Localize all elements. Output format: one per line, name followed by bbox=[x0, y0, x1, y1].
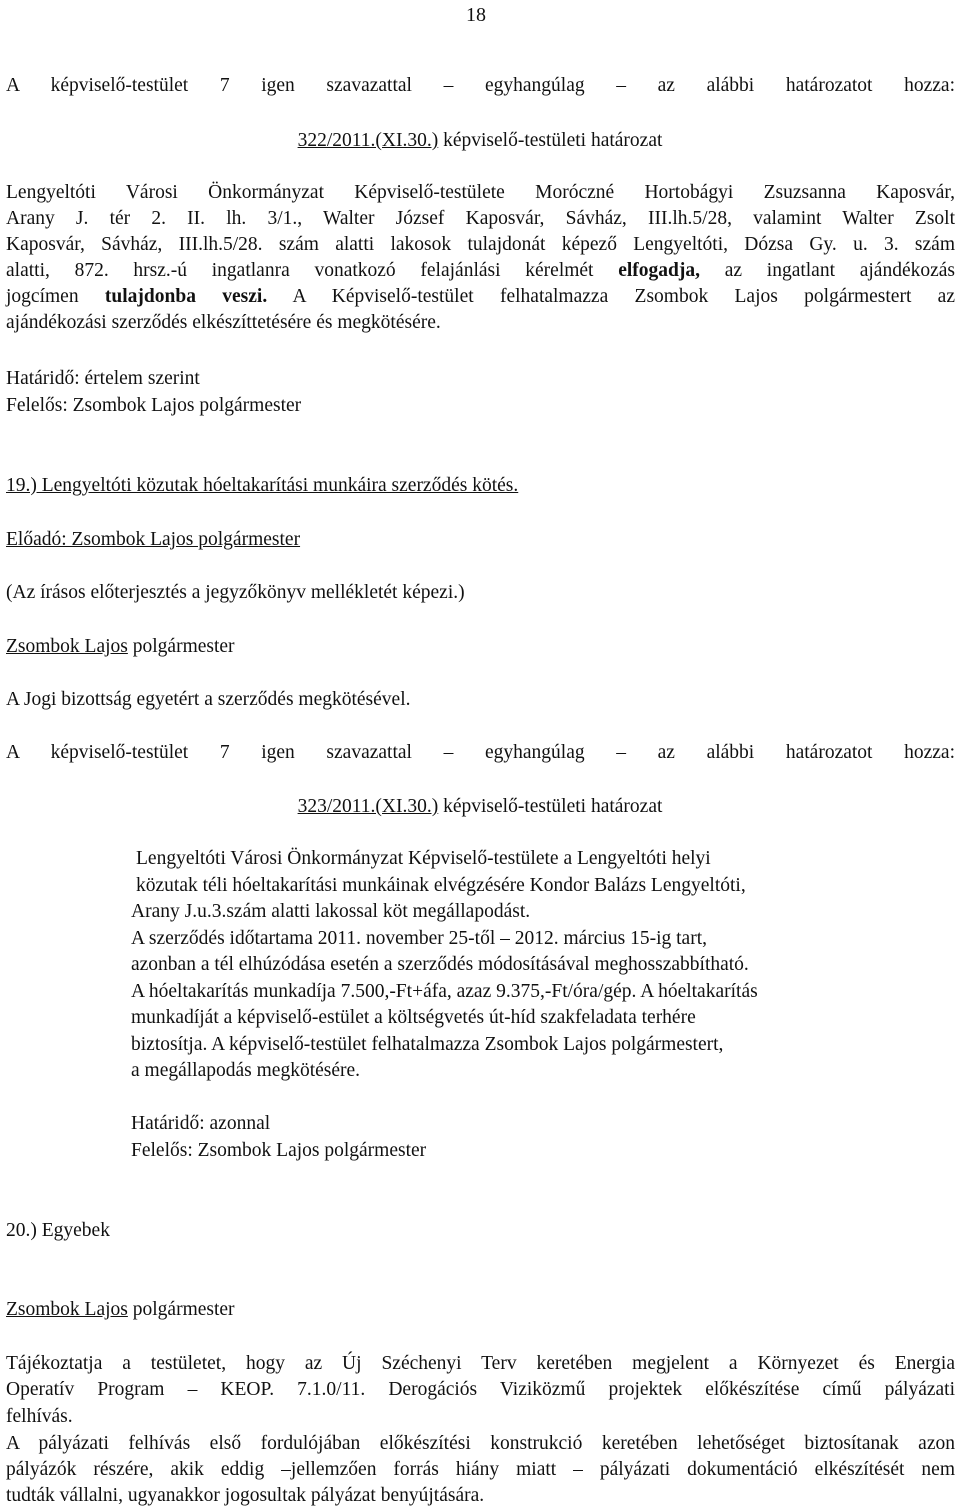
item-20-speaker-name: Zsombok Lajos bbox=[6, 1299, 128, 1320]
resolution-2-line: a megállapodás megkötésére. bbox=[131, 1060, 361, 1081]
resolution-1-line4-end: az ingatlant ajándékozás bbox=[724, 260, 956, 281]
item-19-heading: 19.) Lengyeltóti közutak hóeltakarítási munkáira szerződés kötés. bbox=[6, 475, 519, 496]
vote-statement-2: A képviselő-testület 7 igen szavazattal – egyhangúlag – az alábbi határozatot hozza: bbox=[6, 742, 955, 763]
resolution-1-line5-start: jogcímen bbox=[6, 286, 79, 307]
page-number: 18 bbox=[466, 4, 486, 26]
resolution-1-line bbox=[6, 284, 955, 310]
resolution-1-takes-ownership: tulajdonba veszi. bbox=[104, 286, 268, 307]
resolution-2-line: A hóeltakarítás munkadíja 7.500,-Ft+áfa, azaz 9.375,-Ft/óra/gép. A hóeltakarítás bbox=[131, 981, 758, 1002]
resolution-1-line4-text: alatti, 872. hrsz.-ú ingatlanra vonatkozó felajánlási kérelmét bbox=[6, 260, 594, 281]
item-19-speaker bbox=[6, 634, 955, 660]
paragraph-line: tudták vállalni, ugyanakkor jogosultak pályázat benyújtására. bbox=[6, 1485, 485, 1506]
resolution-2-line: Arany J.u.3.szám alatti lakossal köt megállapodást. bbox=[131, 901, 531, 922]
resolution-1-line: Kaposvár, Sávház, III.lh.5/28. szám alatti lakosok tulajdonát képező Lengyeltóti, Dózsa Gy. u. 3. szám bbox=[6, 234, 955, 255]
paragraph-line: Tájékoztatja a testületet, hogy az Új Széchenyi Terv keretében megjelent a Környezet és Energia bbox=[6, 1353, 955, 1374]
item-20-heading: 20.) Egyebek bbox=[6, 1220, 110, 1241]
resolution-1-responsible: Felelős: Zsombok Lajos polgármester bbox=[6, 395, 302, 416]
paragraph-line: pályázók részére, akik eddig –jellemzően forrás hiány miatt – pályázati dokumentáció elkészítését nem bbox=[6, 1459, 955, 1480]
resolution-2-responsible: Felelős: Zsombok Lajos polgármester bbox=[131, 1140, 427, 1161]
resolution-1-line bbox=[6, 258, 955, 284]
item-19-presenter: Előadó: Zsombok Lajos polgármester bbox=[6, 529, 301, 550]
item-19-speaker-title: polgármester bbox=[127, 636, 235, 657]
resolution-1-deadline: Határidő: értelem szerint bbox=[6, 368, 200, 389]
item-20-speaker bbox=[6, 1297, 955, 1323]
item-19-speaker-name: Zsombok Lajos bbox=[6, 636, 128, 657]
paragraph-line: Operatív Program – KEOP. 7.1.0/11. Derogációs Viziközmű projektek előkészítése című pályázati bbox=[6, 1379, 955, 1400]
vote-statement-1: A képviselő-testület 7 igen szavazattal – egyhangúlag – az alábbi határozatot hozza: bbox=[6, 75, 955, 96]
resolution-1-line: Arany J. tér 2. II. lh. 3/1., Walter József Kaposvár, Sávház, III.lh.5/28, valamint Walter Zsolt bbox=[6, 208, 955, 229]
resolution-1-line: ajándékozási szerződés elkészíttetésére és megkötésére. bbox=[6, 312, 441, 333]
resolution-2-line: közutak téli hóeltakarítási munkáinak elvégzésére Kondor Balázs Lengyeltóti, bbox=[136, 875, 746, 896]
resolution-1-accepts: elfogadja, bbox=[618, 260, 700, 281]
resolution-1-title-rest: képviselő-testületi határozat bbox=[438, 130, 663, 151]
resolution-1-title bbox=[0, 128, 960, 154]
resolution-2-line: A szerződés időtartama 2011. november 25-től – 2012. március 15-ig tart, bbox=[131, 928, 708, 949]
resolution-2-line: Lengyeltóti Városi Önkormányzat Képviselő-testülete a Lengyeltóti helyi bbox=[136, 848, 711, 869]
item-19-attachment-note: (Az írásos előterjesztés a jegyzőkönyv mellékletét képezi.) bbox=[6, 582, 465, 603]
resolution-2-number: 323/2011.(XI.30.) bbox=[297, 796, 439, 817]
resolution-2-line: munkadíját a képviselő-estület a költségvetés út-híd szakfeladata terhére bbox=[131, 1007, 696, 1028]
paragraph-line: A pályázati felhívás első fordulójában előkészítési konstrukció keretében lehetőséget biztosítanak azon bbox=[6, 1433, 955, 1454]
item-20-speaker-title: polgármester bbox=[127, 1299, 235, 1320]
resolution-2-line: biztosítja. A képviselő-testület felhatalmazza Zsombok Lajos polgármestert, bbox=[131, 1034, 724, 1055]
resolution-1-number: 322/2011.(XI.30.) bbox=[297, 130, 439, 151]
resolution-2-line: azonban a tél elhúzódása esetén a szerződés módosításával meghosszabbítható. bbox=[131, 954, 749, 975]
resolution-2-deadline: Határidő: azonnal bbox=[131, 1113, 271, 1134]
resolution-1-line: Lengyeltóti Városi Önkormányzat Képviselő-testülete Moróczné Hortobágyi Zsuzsanna Kaposvár, bbox=[6, 182, 955, 203]
resolution-2-title bbox=[0, 794, 960, 820]
paragraph-line: felhívás. bbox=[6, 1406, 73, 1427]
resolution-1-line5-end: A Képviselő-testület felhatalmazza Zsombok Lajos polgármestert az bbox=[292, 286, 955, 307]
resolution-2-title-rest: képviselő-testületi határozat bbox=[438, 796, 663, 817]
item-19-committee: A Jogi bizottság egyetért a szerződés megkötésével. bbox=[6, 689, 411, 710]
